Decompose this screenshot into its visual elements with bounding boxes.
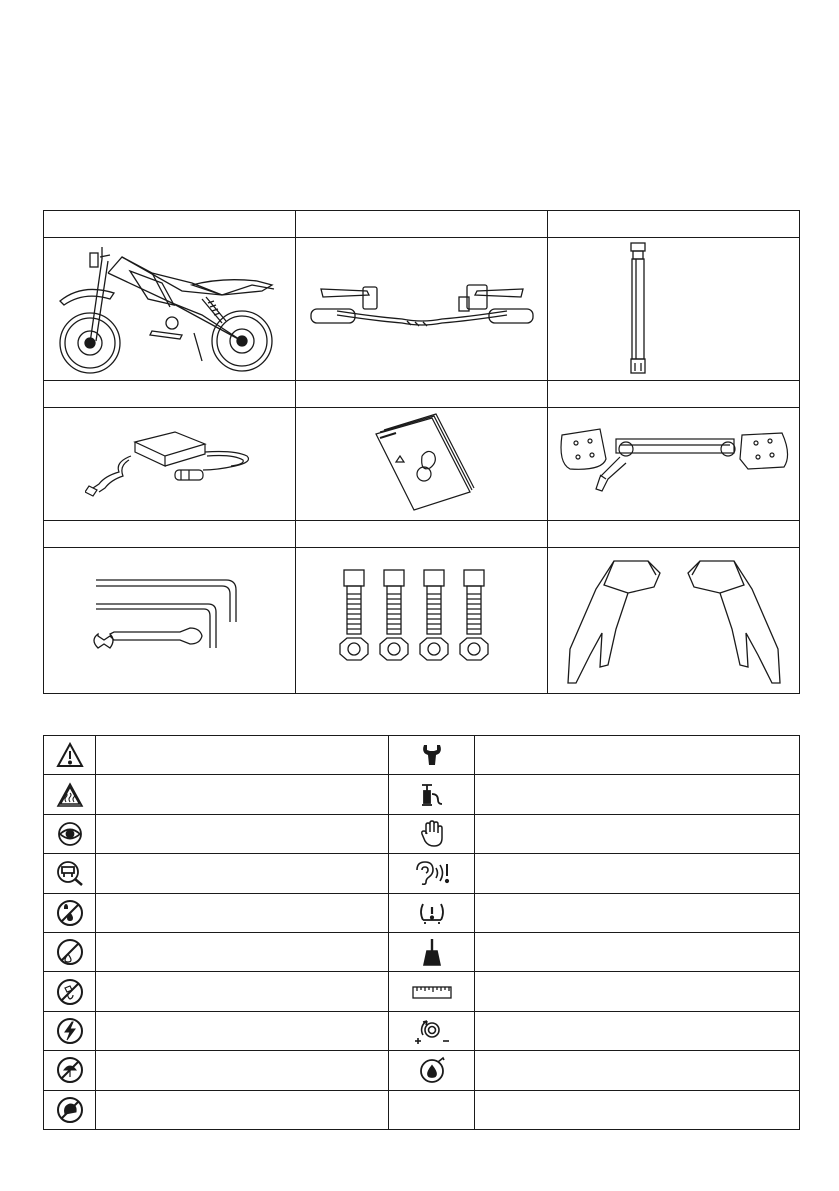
symbol-description: [475, 775, 800, 814]
symbol-description: [96, 775, 389, 814]
symbol-description: [96, 1090, 389, 1129]
symbol-description: [96, 854, 389, 893]
symbol-row: [44, 854, 800, 893]
symbol-description: [96, 814, 389, 853]
symbol-description: [475, 1051, 800, 1090]
symbol-row: [44, 814, 800, 853]
bolts-nuts-cell: [296, 548, 548, 694]
symbol-description: [475, 1011, 800, 1050]
charger-cell: [44, 408, 296, 521]
packing-image-row: [44, 408, 800, 521]
symbol-row: [44, 736, 800, 775]
no-outdoor-icon: [56, 1096, 84, 1124]
item-label: [296, 211, 548, 238]
symbol-row: [44, 1011, 800, 1050]
symbol-row: [44, 893, 800, 932]
symbol-description: [475, 1090, 800, 1129]
symbol-description: [96, 932, 389, 971]
item-label: [296, 381, 548, 408]
ear-listen-icon: [413, 860, 451, 886]
allen-keys-wrench-illustration: [90, 576, 250, 666]
symbol-description: [96, 972, 389, 1011]
packing-list-table: [43, 210, 800, 694]
side-fairings-cell: [548, 548, 800, 694]
eye-inspection-icon: [55, 821, 85, 847]
no-rain-icon: [56, 1056, 84, 1084]
item-label: [44, 521, 296, 548]
packing-label-row: [44, 381, 800, 408]
symbol-row: [44, 1090, 800, 1129]
item-label: [548, 381, 800, 408]
symbol-row: [44, 972, 800, 1011]
seat-inspection-icon: [55, 859, 85, 887]
tire-pressure-warning-icon: [417, 900, 447, 926]
motorcycle-frame-cell: [44, 238, 296, 381]
packing-label-row: [44, 521, 800, 548]
symbol-description: [96, 736, 389, 775]
packing-label-row: [44, 211, 800, 238]
wrench-icon: [421, 743, 443, 767]
stem-tube-cell: [548, 238, 800, 381]
item-label: [548, 521, 800, 548]
item-label: [296, 521, 548, 548]
stem-tube-illustration: [554, 239, 794, 379]
symbol-description: [96, 893, 389, 932]
symbol-description: [475, 814, 800, 853]
empty-icon-cell: [389, 1090, 475, 1129]
oil-drop-icon: [56, 899, 84, 927]
bolts-nuts-illustration: [332, 566, 512, 676]
symbol-description: [96, 1051, 389, 1090]
packing-image-row: [44, 548, 800, 694]
packing-image-row: [44, 238, 800, 381]
symbol-row: [44, 775, 800, 814]
hot-surface-warning-icon: [56, 782, 84, 808]
brush-clean-icon: [421, 937, 443, 967]
symbol-row: [44, 932, 800, 971]
hand-icon: [420, 820, 444, 848]
electric-hazard-icon: [56, 1017, 84, 1045]
symbol-description: [475, 893, 800, 932]
warning-triangle-icon: [56, 742, 84, 768]
symbol-description: [475, 972, 800, 1011]
item-label: [44, 211, 296, 238]
symbol-description: [475, 854, 800, 893]
tire-pump-icon: [420, 782, 444, 808]
handlebar-illustration: [307, 279, 537, 339]
symbol-description: [475, 736, 800, 775]
no-spray-icon: [56, 978, 84, 1006]
footrest-bracket-cell: [548, 408, 800, 521]
item-label: [548, 211, 800, 238]
handlebar-cell: [296, 238, 548, 381]
item-label: [44, 381, 296, 408]
symbol-description: [96, 1011, 389, 1050]
motorcycle-frame-illustration: [52, 243, 288, 375]
symbol-description: [475, 932, 800, 971]
ruler-icon: [412, 984, 452, 1000]
no-water-icon: [56, 938, 84, 966]
user-manual-illustration: [362, 412, 482, 516]
symbol-row: [44, 1051, 800, 1090]
charger-illustration: [85, 426, 255, 502]
symbols-table: [43, 735, 800, 1130]
user-manual-cell: [296, 408, 548, 521]
footrest-bracket-illustration: [556, 419, 792, 509]
tools-cell: [44, 548, 296, 694]
lubricate-icon: [418, 1056, 446, 1084]
adjust-tension-icon: [413, 1017, 451, 1045]
side-fairings-illustration: [556, 553, 792, 689]
